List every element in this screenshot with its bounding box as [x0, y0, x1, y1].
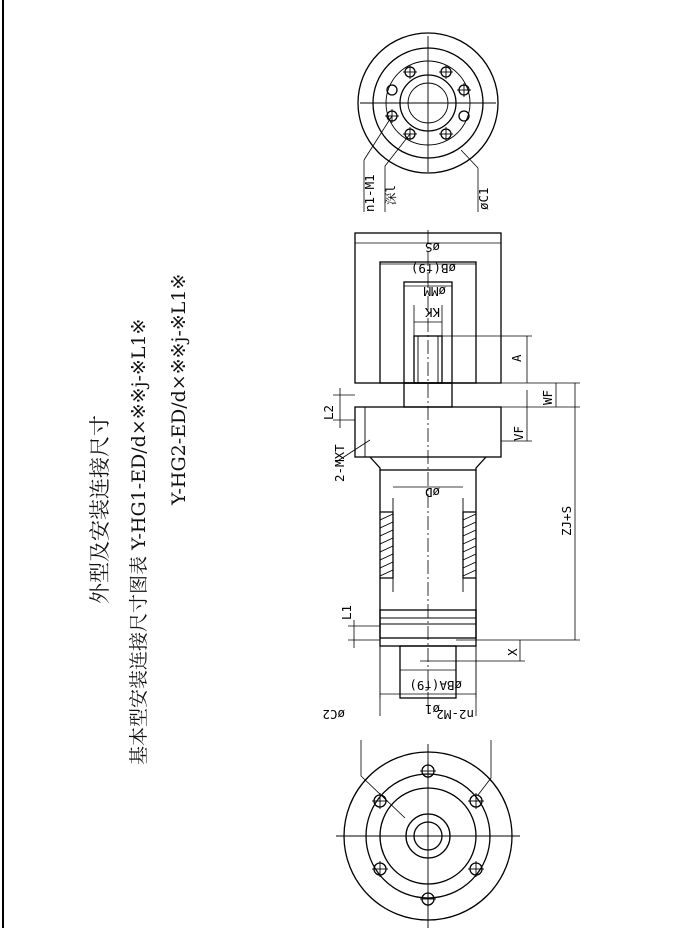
cap-end-view	[336, 740, 520, 928]
phi-s-label: øS	[424, 240, 440, 255]
n1-m1-label: n1-M1	[362, 174, 377, 212]
cylinder-side-view	[333, 230, 580, 716]
l1-label: L1	[339, 604, 354, 620]
drawing-title: 外型及安装连接尺寸	[88, 415, 112, 604]
model-code-line-2: Y-HG2-ED/d×※※j-※L1※	[168, 273, 190, 505]
vf-label: VF	[511, 425, 526, 441]
depth-l-label: 深l	[383, 184, 398, 205]
phi-d-label: øD	[424, 485, 440, 500]
phi-mm-label: øMM	[423, 284, 446, 299]
phi-1-label: ø1	[424, 702, 440, 717]
l2-label: L2	[321, 404, 336, 420]
zj-s-label: ZJ+S	[559, 505, 574, 536]
x-label: X	[505, 648, 520, 656]
phi-c1-label: øC1	[476, 187, 491, 210]
wf-label: WF	[540, 389, 555, 405]
phi-ba-label: øBA(f9)	[409, 678, 462, 693]
a-label: A	[509, 354, 524, 362]
rod-end-view	[358, 33, 498, 212]
mxt-label: 2-MXT	[332, 444, 347, 482]
model-code-line-1: 基本型安装连接尺寸图表 Y-HG1-ED/d×※※j-※L1※	[128, 318, 150, 765]
kk-label: KK	[424, 305, 440, 320]
phi-c2-label: øC2	[322, 707, 345, 722]
phi-b-label: øB(f9)	[410, 261, 456, 276]
n2-m2-label: n2-M2	[436, 707, 474, 722]
